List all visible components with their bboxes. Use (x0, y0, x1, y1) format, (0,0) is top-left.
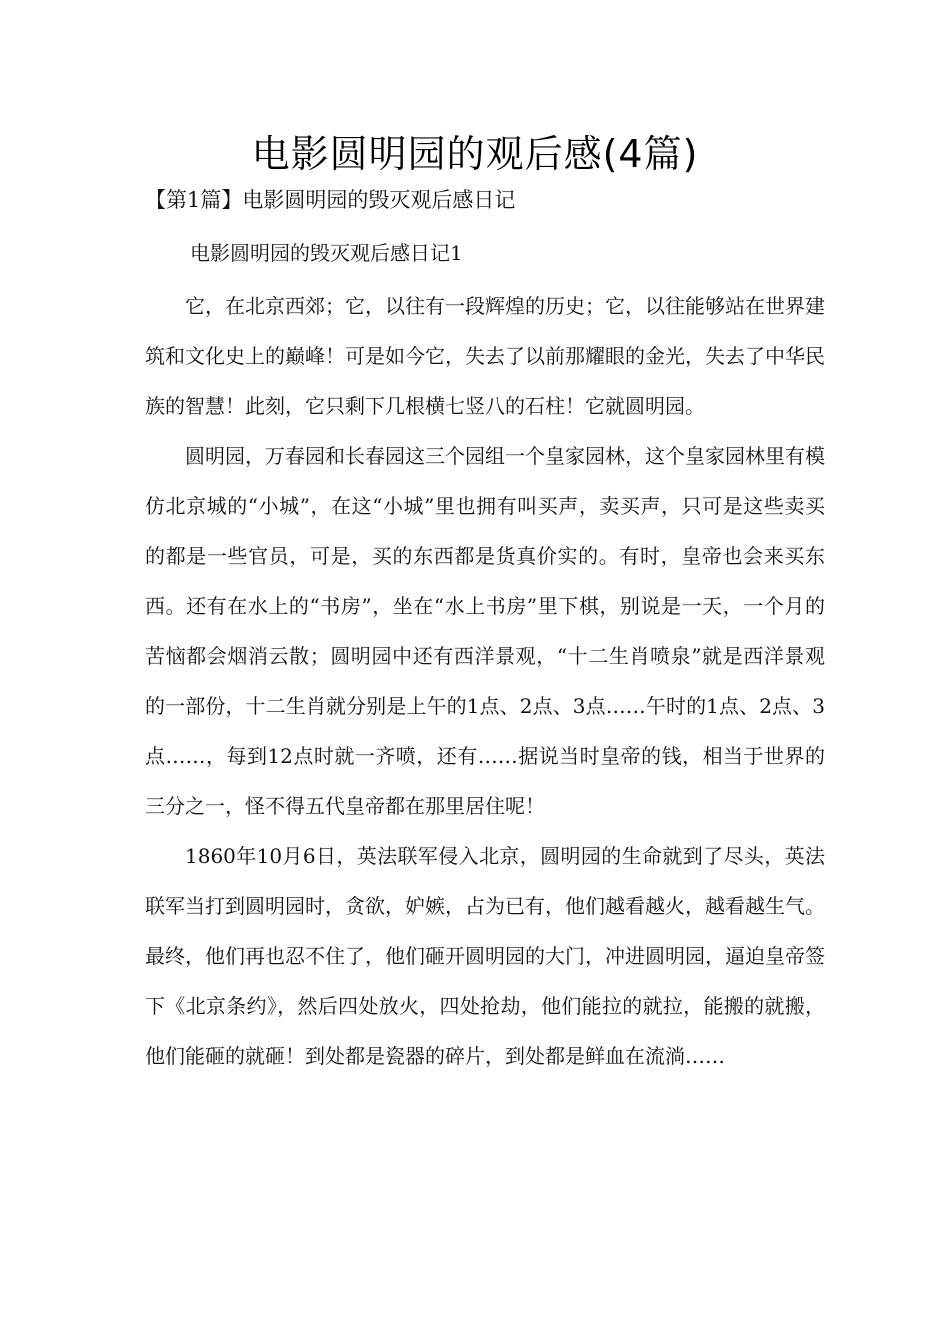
paragraph: 它，在北京西郊；它，以往有一段辉煌的历史；它，以往能够站在世界建筑和文化史上的巅峰！可是如今它，失去了以前那耀眼的金光，失去了中华民族的智慧！此刻，它只剩下几根横七竖八的石柱！它就圆明园。 (145, 294, 825, 418)
article-body (145, 281, 825, 1081)
paragraph: 1860年10月6日，英法联军侵入北京，圆明园的生命就到了尽头，英法联军当打到圆明园时，贪欲，妒嫉，占为已有，他们越看越火，越看越生气。最终，他们再也忍不住了，他们砸开圆明园的大门，冲进圆明园，逼迫皇帝签下《北京条约》，然后四处放火，四处抢劫，他们能拉的就拉，能搬的就搬，他们能砸的就砸！到处都是瓷器的碎片，到处都是鲜血在流淌…… (145, 844, 825, 1068)
paragraph: 圆明园，万春园和长春园这三个园组一个皇家园林，这个皇家园林里有模仿北京城的“小城”，在这“小城”里也拥有叫买声，卖买声，只可是这些卖买的都是一些官员，可是，买的东西都是货真价实的。有时，皇帝也会来买东西。还有在水上的“书房”，坐在“水上书房”里下棋，别说是一天，一个月的苦恼都会烟消云散；圆明园中还有西洋景观，“十二生肖喷泉”就是西洋景观的一部份，十二生肖就分别是上午的1点、2点、3点……午时的1点、2点、3点……，每到12点时就一齐喷，还有……据说当时皇帝的钱，相当于世界的三分之一，怪不得五代皇帝都在那里居住呢！ (145, 444, 825, 818)
section-heading: 【第1篇】电影圆明园的毁灭观后感日记 (145, 188, 516, 212)
document-title: 电影圆明园的观后感(4篇) (251, 132, 699, 176)
article-subtitle: 电影圆明园的毁灭观后感日记1 (190, 241, 463, 265)
